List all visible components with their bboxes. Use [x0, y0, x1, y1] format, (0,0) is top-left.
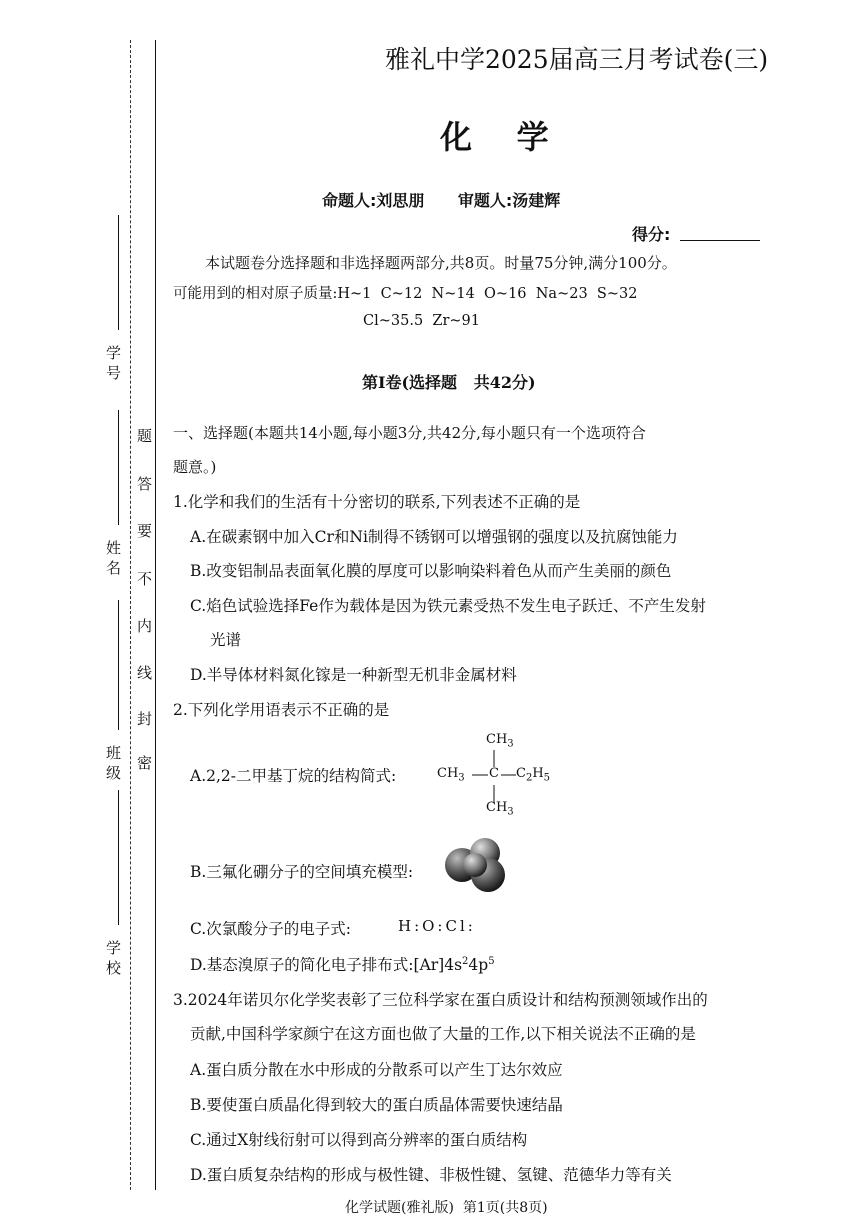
formula-right-group: $C_2H_5$ [516, 766, 551, 784]
exam-title: 雅礼中学2025届高三月考试卷(三) [385, 45, 769, 74]
question-stem-cont: 贡献,中国科学家颜宁在这方面也做了大量的工作,以下相关说法不正确的是 [190, 1025, 696, 1043]
formula-text: H [532, 766, 544, 781]
student-id-label: 学 号 [104, 345, 122, 380]
option-a: A.2,2-二甲基丁烷的结构简式: [190, 767, 397, 785]
option-a: A.蛋白质分散在水中形成的分散系可以产生丁达尔效应 [190, 1061, 563, 1079]
formula-left-group: $CH_3$ [437, 766, 465, 784]
option-b: B.要使蛋白质晶化得到较大的蛋白质晶体需要快速结晶 [190, 1096, 563, 1114]
intro-line-3: Cl~35.5 Zr~91 [363, 313, 480, 329]
class-label: 班 级 [104, 745, 122, 780]
option-b: B.三氟化硼分子的空间填充模型: [190, 863, 414, 881]
page-footer: 化学试题(雅礼版) 第1页(共8页) [345, 1200, 548, 1216]
student-id-blank [118, 215, 119, 330]
question-stem: 2.下列化学用语表示不正确的是 [173, 701, 390, 719]
formula-bottom-group: $CH_3$ [486, 800, 514, 818]
question-stem: 3.2024年诺贝尔化学奖表彰了三位科学家在蛋白质设计和结构预测领域作出的 [173, 991, 708, 1009]
intro-line-2: 可能用到的相对原子质量:H~1 C~12 N~14 O~16 Na~23 S~32 [173, 286, 638, 302]
question-stem: 1.化学和我们的生活有十分密切的联系,下列表述不正确的是 [173, 493, 581, 511]
bf3-space-filling-model [440, 835, 510, 895]
option-d: D.蛋白质复杂结构的形成与极性键、非极性键、氢键、范德华力等有关 [190, 1166, 672, 1184]
hclo-electron-formula: H:O:Cl: [398, 917, 476, 935]
option-c: C.通过X射线衍射可以得到高分辨率的蛋白质结构 [190, 1131, 528, 1149]
formula-text: CH [437, 766, 459, 781]
seal-char: 线 [137, 664, 153, 682]
formula-top-group: $CH_3$ [486, 732, 514, 750]
option-d-tail: 4p [468, 956, 489, 974]
formula-text: CH [486, 732, 508, 747]
seal-char: 封 [137, 710, 153, 728]
school-blank [118, 790, 119, 925]
option-c-cont: 光谱 [210, 631, 242, 649]
score-blank [680, 240, 760, 241]
option-d: D.半导体材料氮化镓是一种新型无机非金属材料 [190, 666, 517, 684]
seal-char: 密 [137, 754, 153, 772]
option-b: B.改变铝制品表面氧化膜的厚度可以影响染料着色从而产生美丽的颜色 [190, 562, 672, 580]
section-title: 第Ⅰ卷(选择题 共42分) [362, 373, 536, 392]
seal-char: 不 [137, 570, 153, 588]
binding-dashed-line [130, 40, 131, 1190]
seal-char: 要 [137, 522, 153, 540]
option-d: D.基态溴原子的简化电子排布式$:[Ar]4s^24p^5$ [190, 955, 495, 974]
section-instruction-1: 一、选择题(本题共14小题,每小题3分,共42分,每小题只有一个选项符合 [173, 424, 646, 442]
formula-text: CH [486, 800, 508, 815]
seal-char: 答 [137, 475, 153, 493]
name-label: 姓 名 [104, 540, 122, 575]
seal-char: 内 [137, 617, 153, 635]
option-d-text: D.基态溴原子的简化电子排布式:[Ar]4s [190, 956, 463, 974]
name-blank [118, 410, 119, 525]
school-label: 学 校 [104, 940, 122, 975]
authors-line: 命题人:刘思朋 审题人:汤建辉 [322, 191, 561, 210]
intro-line-1: 本试题卷分选择题和非选择题两部分,共8页。时量75分钟,满分100分。 [205, 254, 677, 272]
seal-char: 题 [137, 427, 153, 445]
option-c: C.焰色试验选择Fe作为载体是因为铁元素受热不发生电子跃迁、不产生发射 [190, 597, 706, 615]
option-a: A.在碳素钢中加入Cr和Ni制得不锈钢可以增强钢的强度以及抗腐蚀能力 [190, 528, 678, 546]
formula-center-c: C [489, 766, 499, 781]
binding-solid-line [155, 40, 156, 1190]
formula-bonds [460, 745, 530, 805]
section-instruction-2: 题意。) [173, 458, 217, 476]
formula-text: C [516, 766, 526, 781]
class-blank [118, 600, 119, 730]
option-c: C.次氯酸分子的电子式: [190, 920, 351, 938]
subject-title: 化 学 [440, 118, 549, 156]
score-label: 得分: [632, 225, 671, 244]
